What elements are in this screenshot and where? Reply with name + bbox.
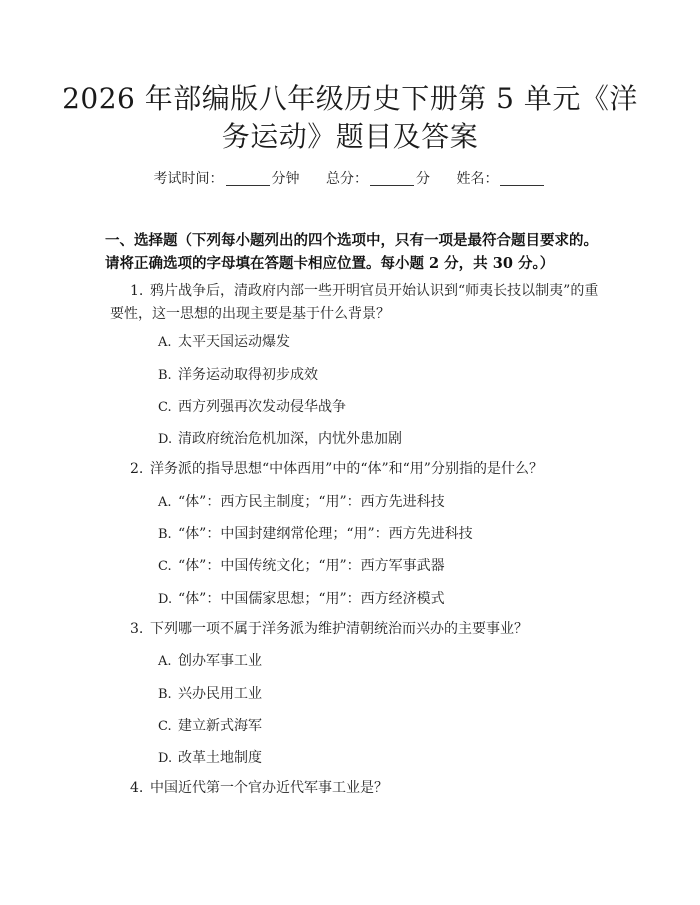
question-3	[110, 618, 605, 641]
question-stem: 洋务派的指导思想“中体西用”中的“体”和“用”分别指的是什么？	[150, 461, 543, 477]
question-stem: 中国近代第一个官办近代军事工业是？	[150, 780, 388, 796]
question-2	[110, 458, 605, 481]
option-letter: C.	[158, 400, 172, 415]
option-text: 改革土地制度	[178, 750, 262, 766]
name-label: 姓名：	[456, 171, 499, 187]
document-title	[60, 80, 640, 156]
option-2c	[158, 556, 598, 577]
option-letter: A.	[158, 335, 172, 350]
option-letter: A.	[158, 654, 172, 669]
option-letter: B.	[158, 687, 172, 702]
option-3c	[158, 716, 598, 737]
option-2a	[158, 492, 598, 513]
question-stem: 鸦片战争后，清政府内部一些开明官员开始认识到“师夷长技以制夷”的重要性，这一思想的出现主要是基于什么背景？	[110, 283, 599, 322]
total-score-label: 总分：	[326, 171, 368, 187]
exam-time-field	[154, 171, 304, 187]
option-2d	[158, 589, 598, 610]
question-number: 2.	[130, 461, 144, 477]
option-2b	[158, 524, 598, 545]
option-text: 建立新式海军	[178, 718, 262, 734]
option-1d	[158, 429, 598, 450]
option-letter: B.	[158, 368, 172, 383]
option-letter: D.	[158, 751, 173, 766]
total-score-field	[326, 171, 434, 187]
option-3b	[158, 684, 598, 705]
exam-info-line	[0, 168, 700, 188]
exam-time-blank	[226, 171, 270, 186]
question-number: 1.	[130, 283, 144, 299]
option-letter: D.	[158, 592, 173, 607]
total-score-blank	[370, 171, 414, 186]
option-3d	[158, 748, 598, 769]
option-text: 洋务运动取得初步成效	[178, 367, 318, 383]
question-1	[110, 280, 605, 326]
option-text: 清政府统治危机加深，内忧外患加剧	[178, 431, 402, 447]
option-text: 西方列强再次发动侵华战争	[178, 399, 346, 415]
option-letter: C.	[158, 559, 172, 574]
question-number: 3.	[130, 621, 144, 637]
question-4	[110, 777, 605, 800]
option-3a	[158, 651, 598, 672]
total-score-unit: 分	[416, 171, 430, 187]
option-text: “体”：中国儒家思想；“用”：西方经济模式	[178, 591, 445, 607]
question-number: 4.	[130, 780, 144, 796]
title-line-1: 2026 年部编版八年级历史下册第 5 单元《洋	[62, 82, 638, 115]
title-line-2: 务运动》题目及答案	[221, 120, 479, 153]
option-text: “体”：西方民主制度；“用”：西方先进科技	[178, 494, 445, 510]
option-letter: C.	[158, 719, 172, 734]
option-1c	[158, 397, 598, 418]
section-heading: 一、选择题（下列每小题列出的四个选项中，只有一项是最符合题目要求的。请将正确选项的字母填在答题卡相应位置。每小题 2 分，共 30 分。）	[105, 232, 598, 272]
option-text: 太平天国运动爆发	[178, 334, 290, 350]
option-1a	[158, 332, 598, 353]
option-1b	[158, 365, 598, 386]
option-text: 兴办民用工业	[178, 686, 262, 702]
option-letter: B.	[158, 527, 172, 542]
option-text: “体”：中国传统文化；“用”：西方军事武器	[178, 558, 445, 574]
exam-time-label: 考试时间：	[153, 171, 224, 187]
option-letter: A.	[158, 495, 172, 510]
question-stem: 下列哪一项不属于洋务派为维护清朝统治而兴办的主要事业？	[150, 621, 528, 637]
option-text: “体”：中国封建纲常伦理；“用”：西方先进科技	[178, 526, 473, 542]
exam-time-unit: 分钟	[271, 171, 300, 187]
option-letter: D.	[158, 432, 173, 447]
name-blank	[500, 171, 544, 186]
name-field	[456, 171, 546, 187]
option-text: 创办军事工业	[178, 653, 262, 669]
